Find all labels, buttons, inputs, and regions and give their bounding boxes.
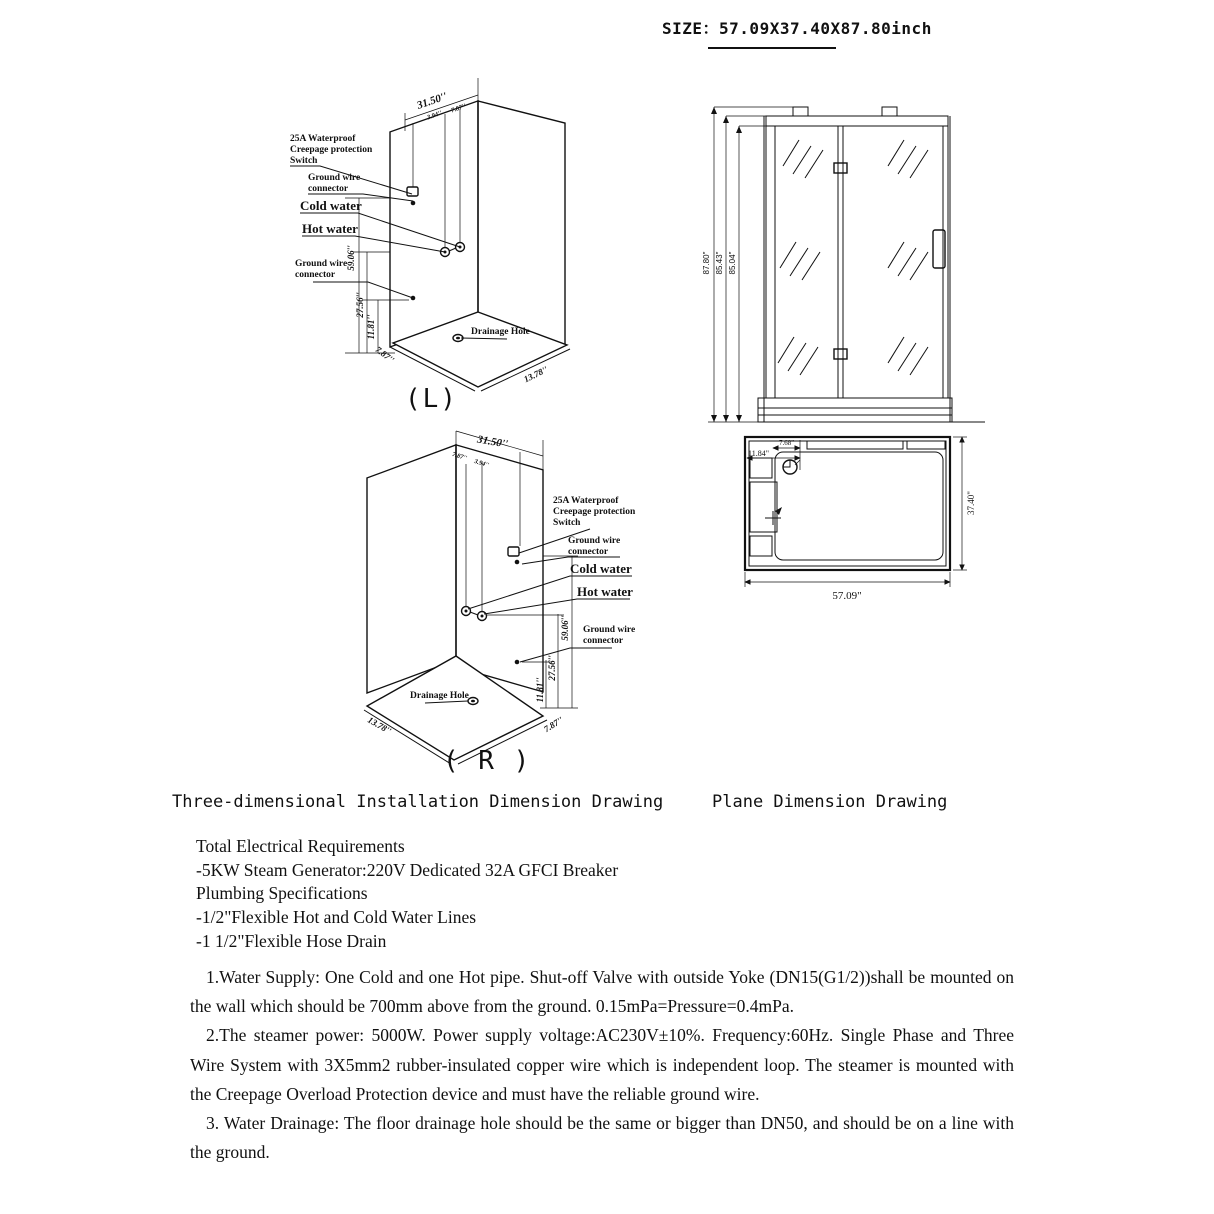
tiled-wall-right: [478, 101, 565, 345]
dim-floor-long-l: 13.78'': [522, 364, 550, 385]
dimension-lines: [456, 431, 578, 708]
dim-width-l: 31.50'': [415, 90, 449, 112]
drawing-3d-right: [350, 428, 685, 788]
ground-connector-upper: [411, 201, 416, 206]
switch-label-line3: Switch: [290, 156, 318, 166]
ground-label-lower1: Ground wire: [583, 625, 636, 635]
plan-dim-offa: 11.84": [748, 449, 769, 458]
view-label-r: ( R ): [443, 746, 532, 776]
front-elevation: [695, 98, 985, 430]
base-tray: [758, 398, 985, 422]
dim-subb-l: 7.87'': [450, 102, 467, 115]
dim-h2-r: 27.56'': [547, 655, 557, 681]
spec-line: Plumbing Specifications: [196, 883, 368, 904]
note-paragraph: 3. Water Drainage: The floor drainage hole should be the same or bigger than DN50, and should be on a line with the ground.: [190, 1113, 1014, 1163]
cold-water-label: Cold water: [300, 198, 362, 213]
cold-water-outlet: [462, 607, 471, 616]
spec-line: Total Electrical Requirements: [196, 836, 405, 856]
ground-label-lower2: connector: [295, 270, 336, 280]
switch-label-line1: 25A Waterproof: [290, 134, 356, 144]
switch-label-line3: Switch: [553, 518, 581, 528]
door-hinge-top: [834, 163, 847, 173]
glass-hatch-marks: [778, 140, 928, 375]
spec-list: [196, 835, 618, 954]
hot-water-label: Hot water: [302, 221, 358, 236]
spec-line: -5KW Steam Generator:220V Dedicated 32A GFCI Breaker: [196, 859, 619, 880]
elev-dim-2: 85.43": [715, 251, 724, 275]
elev-dim-3: 85.04": [728, 251, 737, 275]
installation-notes: [190, 963, 1014, 1167]
dim-h2-l: 27.56'': [355, 292, 365, 318]
creepage-switch: [407, 187, 418, 196]
elev-dim-1: 87.80": [702, 251, 711, 275]
size-title: SIZE：57.09X37.40X87.80inch: [662, 19, 932, 38]
dim-subb-r: 7.87'': [451, 451, 468, 463]
drainage-label: Drainage Hole: [410, 691, 469, 701]
plan-walls: [745, 437, 950, 570]
spec-line: -1 1/2"Flexible Hose Drain: [196, 930, 387, 951]
ground-label-upper1: Ground wire: [308, 173, 361, 183]
dim-h3-l: 11.81'': [366, 314, 376, 340]
ground-connector-lower: [515, 660, 520, 665]
tiled-wall-left: [390, 101, 478, 347]
dim-floor-short-r: 7.87'': [541, 714, 565, 735]
hot-water-label: Hot water: [577, 584, 633, 599]
dim-floor-short-l: 7.87'': [373, 344, 397, 365]
view-label-l: (L): [405, 384, 458, 414]
dim-h1-r: 59.06'': [560, 615, 570, 641]
door-hinge-bottom: [834, 349, 847, 359]
tiled-wall-left: [367, 445, 456, 693]
enclosure-frame: [764, 107, 950, 422]
hot-water-outlet: [470, 612, 487, 621]
cold-water-label: Cold water: [570, 561, 632, 576]
drainage-label: Drainage Hole: [471, 327, 530, 337]
ground-label-upper1: Ground wire: [568, 536, 621, 546]
drawing-3d-left: [283, 68, 618, 423]
caption-3d-drawing: Three-dimensional Installation Dimension Drawing: [172, 792, 664, 812]
note-paragraph: 2.The steamer power: 5000W. Power supply voltage:AC230V±10%. Frequency:60Hz. Single Phase and Three Wire System with 3X5mm2 rubber-insulated copper wire which is independent loop. The steamer is mounted with the Creepage Overload Protection device and must have the reliable ground wire.: [190, 1025, 1014, 1104]
ground-label-lower2: connector: [583, 636, 624, 646]
switch-label-line1: 25A Waterproof: [553, 496, 619, 506]
plan-dim-offb: 7.68": [779, 439, 795, 447]
plan-dim-width: 57.09": [832, 590, 862, 602]
switch-label-line2: Creepage protection: [290, 145, 373, 155]
creepage-switch: [508, 547, 519, 556]
plan-dim-depth: 37.40": [966, 491, 976, 515]
size-title-underline: [708, 47, 836, 49]
spec-line: -1/2"Flexible Hot and Cold Water Lines: [196, 907, 477, 928]
note-paragraph: 1.Water Supply: One Cold and one Hot pipe. Shut-off Valve with outside Yoke (DN15(G1/2))shall be mounted on the wall which should be 700mm above from the ground. 0.15mPa=Pressure=0.4mPa.: [190, 967, 1014, 1017]
dim-floor-long-r: 13.78'': [366, 714, 393, 737]
dim-suba-l: 3.94'': [426, 109, 443, 122]
shower-tray: [390, 312, 570, 391]
caption-plane-drawing: Plane Dimension Drawing: [712, 792, 948, 812]
dim-suba-r: 3.94'': [473, 458, 490, 470]
ground-connector-upper: [515, 560, 520, 565]
dim-h1-l: 59.06'': [346, 245, 356, 271]
ground-label-lower1: Ground wire: [295, 259, 348, 269]
ground-label-upper2: connector: [308, 184, 349, 194]
ground-label-upper2: connector: [568, 547, 609, 557]
tiled-wall-right: [456, 445, 543, 692]
plan-view: [735, 430, 985, 620]
plan-drain: [783, 460, 797, 474]
dim-h3-r: 11.81'': [535, 677, 545, 703]
dim-width-r: 31.50'': [476, 433, 509, 451]
plan-supply-marker: [765, 507, 782, 525]
switch-label-line2: Creepage protection: [553, 507, 636, 517]
